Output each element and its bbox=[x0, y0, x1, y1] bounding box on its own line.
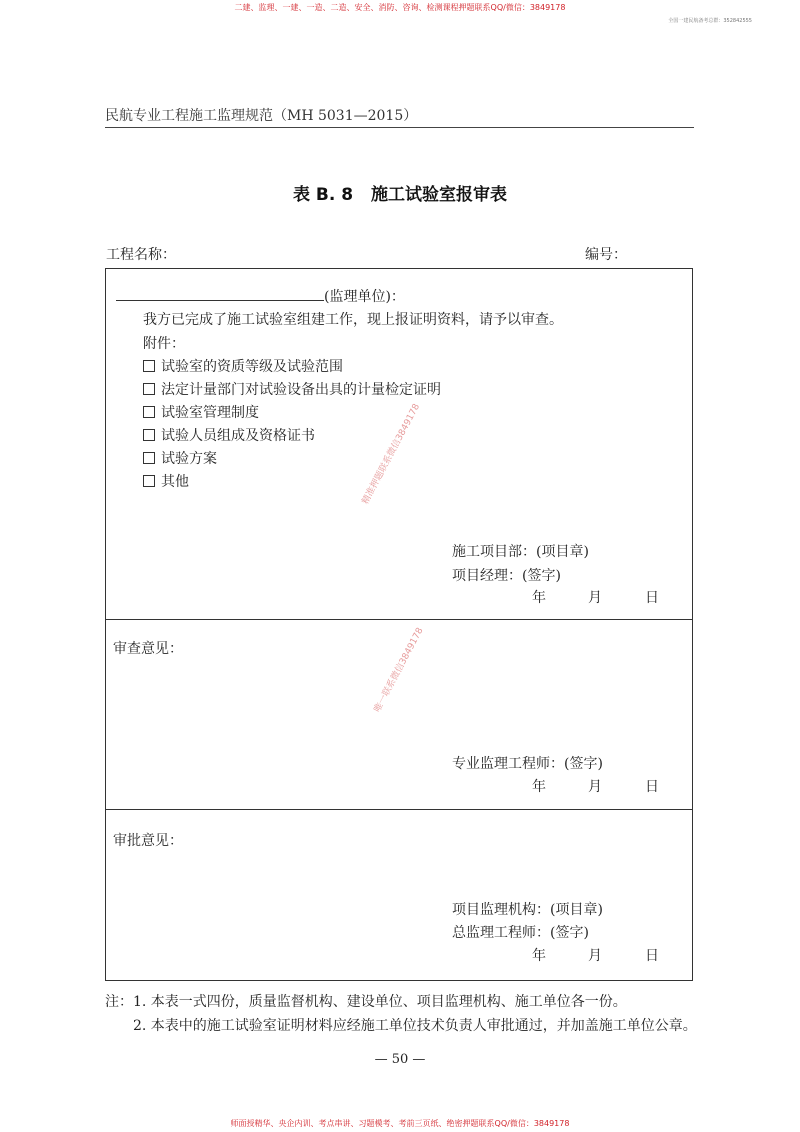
bottom-banner: 师面授精华、央企内训、考点串讲、习题模考、考前三页纸、绝密押题联系QQ/微信：3849178 bbox=[230, 1119, 570, 1128]
watermark: 唯一联系微信3849178 bbox=[372, 626, 426, 715]
checkbox[interactable] bbox=[143, 360, 155, 372]
chief-engineer-signature: 总监理工程师：(签字) bbox=[452, 925, 589, 941]
table-name: 施工试验室报审表 bbox=[371, 185, 508, 205]
attachment-item: 试验室的资质等级及试验范围 bbox=[143, 356, 343, 376]
construction-dept-signature: 施工项目部：(项目章) bbox=[452, 544, 589, 560]
addressee-line bbox=[116, 286, 405, 306]
checkbox[interactable] bbox=[143, 429, 155, 441]
page-number: — 50 — bbox=[374, 1052, 426, 1067]
supervisor-unit-blank[interactable] bbox=[116, 286, 324, 301]
note-2: 2. 本表中的施工试验室证明材料应经施工单位技术负责人审批通过，并加盖施工单位公章。 bbox=[133, 1018, 697, 1034]
section-divider-1 bbox=[105, 619, 693, 620]
attachment-item: 试验人员组成及资格证书 bbox=[143, 425, 315, 445]
attachment-item: 试验方案 bbox=[143, 448, 217, 468]
note-1: 注：1. 本表一式四份，质量监督机构、建设单位、项目监理机构、施工单位各一份。 bbox=[105, 994, 627, 1010]
section-divider-2 bbox=[105, 809, 693, 810]
table-title bbox=[0, 180, 800, 205]
submission-text: 我方已完成了施工试验室组建工作，现上报证明资料，请予以审查。 bbox=[143, 312, 563, 328]
specialist-engineer-signature: 专业监理工程师：(签字) bbox=[452, 756, 603, 772]
serial-number-label: 编号： bbox=[585, 247, 627, 263]
attachments-label: 附件： bbox=[143, 336, 185, 352]
attachment-item: 法定计量部门对试验设备出具的计量检定证明 bbox=[143, 379, 441, 399]
attachment-item: 试验室管理制度 bbox=[143, 402, 259, 422]
review-opinion-label: 审查意见： bbox=[113, 641, 183, 657]
attachment-item: 其他 bbox=[143, 471, 189, 491]
project-manager-signature: 项目经理：(签字) bbox=[452, 568, 561, 584]
addressee-label: (监理单位)： bbox=[324, 289, 405, 305]
checkbox[interactable] bbox=[143, 406, 155, 418]
checkbox[interactable] bbox=[143, 383, 155, 395]
watermark: 精准押题联系微信3849178 bbox=[360, 402, 423, 507]
table-number: 表 B. 8 bbox=[292, 185, 354, 205]
header-rule bbox=[105, 127, 694, 128]
checkbox[interactable] bbox=[143, 475, 155, 487]
top-banner: 二建、监理、一建、一造、二造、安全、消防、咨询、检测课程押题联系QQ/微信：3849178 bbox=[234, 3, 566, 12]
project-name-label: 工程名称： bbox=[106, 247, 176, 263]
document-header: 民航专业工程施工监理规范（MH 5031—2015） bbox=[105, 108, 418, 124]
approval-opinion-label: 审批意见： bbox=[113, 833, 183, 849]
supervision-org-signature: 项目监理机构：(项目章) bbox=[452, 902, 603, 918]
checkbox[interactable] bbox=[143, 452, 155, 464]
corner-note: 全国一建民航备考总群：352842555 bbox=[668, 18, 752, 24]
